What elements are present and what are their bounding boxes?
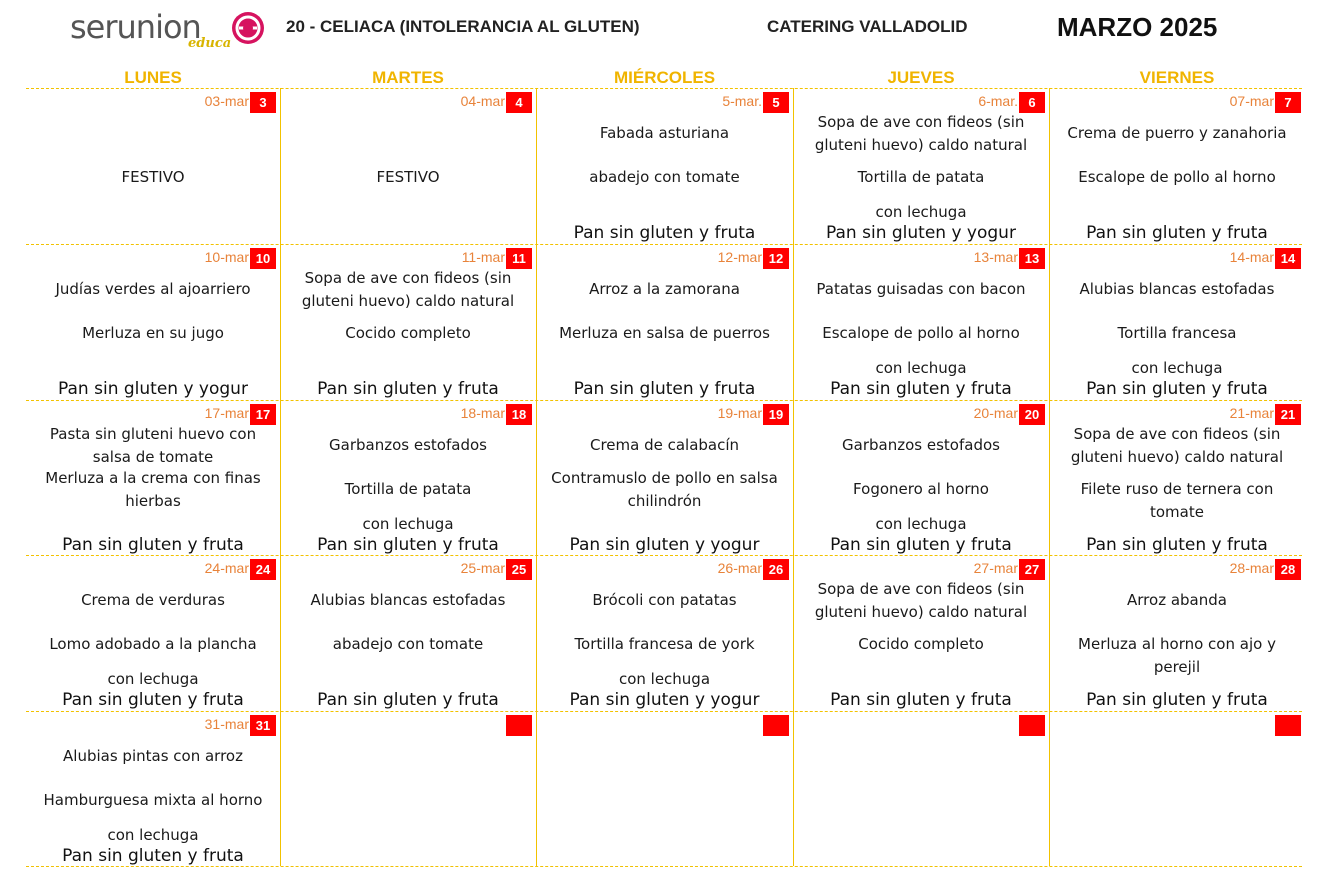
bread-and-dessert: Pan sin gluten y fruta: [830, 690, 1012, 710]
bread-and-dessert: Pan sin gluten y fruta: [62, 846, 244, 866]
day-cell: [793, 555, 1049, 711]
day-header-thursday: JUEVES: [887, 68, 955, 87]
bread-and-dessert: Pan sin gluten y yogur: [58, 379, 248, 399]
day-date: 10-mar: [204, 249, 249, 265]
day-cell: [1049, 400, 1305, 555]
bread-and-dessert: Pan sin gluten y fruta: [830, 535, 1012, 555]
day-date: 31-mar: [204, 716, 249, 732]
day-number-badge: [506, 715, 532, 736]
first-course: Judías verdes al ajoarriero: [55, 280, 251, 298]
day-cell: [280, 400, 536, 555]
side-dish: con lechuga: [875, 203, 967, 221]
second-course: Escalope de pollo al horno: [1078, 168, 1276, 186]
day-number-badge: 27: [1019, 559, 1045, 580]
day-cell: [280, 88, 536, 244]
day-date: 21-mar: [1229, 405, 1274, 421]
day-date: 27-mar: [973, 560, 1018, 576]
bread-and-dessert: Pan sin gluten y fruta: [573, 223, 756, 243]
day-number-badge: 24: [250, 559, 276, 580]
day-cell: [536, 88, 793, 244]
day-number-badge: 7: [1275, 92, 1301, 113]
day-date: 24-mar: [204, 560, 249, 576]
day-number-badge: 11: [506, 248, 532, 269]
day-number-badge: 5: [763, 92, 789, 113]
second-course: FESTIVO: [376, 168, 440, 186]
day-date: 03-mar: [204, 93, 249, 109]
day-cell: [1049, 244, 1305, 400]
second-course: FESTIVO: [121, 168, 185, 186]
first-course: Garbanzos estofados: [842, 436, 1000, 454]
day-number-badge: 17: [250, 404, 276, 425]
day-cell: [536, 555, 793, 711]
second-course: Fogonero al horno: [853, 480, 989, 498]
second-course: Tortilla de patata: [344, 480, 472, 498]
day-date: 6-mar.: [978, 93, 1018, 109]
day-cell: [26, 244, 280, 400]
bread-and-dessert: Pan sin gluten y yogur: [826, 223, 1016, 243]
day-number-badge: 6: [1019, 92, 1045, 113]
day-date: 5-mar.: [722, 93, 762, 109]
day-number-badge: [1275, 715, 1301, 736]
day-number-badge: [763, 715, 789, 736]
side-dish: con lechuga: [107, 826, 199, 844]
day-date: 12-mar: [717, 249, 762, 265]
day-number-badge: [1019, 715, 1045, 736]
day-number-badge: 13: [1019, 248, 1045, 269]
day-cell: [793, 244, 1049, 400]
second-course: Tortilla francesa de york: [574, 635, 755, 653]
logo-wordmark: serunion: [70, 8, 201, 46]
day-header-tuesday: MARTES: [372, 68, 444, 87]
second-course: Cocido completo: [345, 324, 471, 342]
second-course: Contramuslo de pollo en salsa chilindrón: [551, 469, 778, 510]
bread-and-dessert: Pan sin gluten y fruta: [1086, 690, 1268, 710]
second-course: Merluza en su jugo: [82, 324, 224, 342]
first-course: Brócoli con patatas: [592, 591, 737, 609]
first-course: Arroz abanda: [1127, 591, 1227, 609]
second-course: Merluza en salsa de puerros: [559, 324, 770, 342]
side-dish: con lechuga: [362, 515, 454, 533]
day-date: 20-mar: [973, 405, 1018, 421]
second-course: abadejo con tomate: [589, 168, 740, 186]
first-course: Sopa de ave con fideos (sin gluteni huevo) caldo natural: [1070, 425, 1284, 466]
bread-and-dessert: Pan sin gluten y fruta: [317, 379, 499, 399]
first-course: Alubias pintas con arroz: [63, 747, 243, 765]
first-course: Fabada asturiana: [599, 124, 730, 142]
day-number-badge: 10: [250, 248, 276, 269]
second-course: Tortilla francesa: [1117, 324, 1237, 342]
bread-and-dessert: Pan sin gluten y fruta: [317, 690, 499, 710]
second-course: Cocido completo: [858, 635, 984, 653]
day-cell: [536, 400, 793, 555]
day-number-badge: 14: [1275, 248, 1301, 269]
first-course: Garbanzos estofados: [329, 436, 487, 454]
first-course: Crema de calabacín: [589, 436, 740, 454]
day-cell: [1049, 555, 1305, 711]
day-cell: [280, 711, 536, 866]
first-course: Patatas guisadas con bacon: [816, 280, 1026, 298]
first-course: Crema de verduras: [81, 591, 225, 609]
first-course: Crema de puerro y zanahoria: [1067, 124, 1287, 142]
logo-e-icon: [230, 10, 266, 46]
second-course: Tortilla de patata: [857, 168, 985, 186]
day-number-badge: 12: [763, 248, 789, 269]
day-number-badge: 3: [250, 92, 276, 113]
day-cell: [536, 244, 793, 400]
second-course: Filete ruso de ternera con tomate: [1080, 480, 1274, 521]
bread-and-dessert: Pan sin gluten y fruta: [573, 379, 756, 399]
day-cell: [280, 555, 536, 711]
page-header: [0, 0, 1339, 60]
side-dish: con lechuga: [875, 359, 967, 377]
day-date: 18-mar: [460, 405, 505, 421]
first-course: Arroz a la zamorana: [589, 280, 740, 298]
bread-and-dessert: Pan sin gluten y fruta: [317, 535, 499, 555]
catering-name: CATERING VALLADOLID: [767, 17, 968, 36]
day-date: 07-mar: [1229, 93, 1274, 109]
day-date: 17-mar: [204, 405, 249, 421]
day-date: 14-mar: [1229, 249, 1274, 265]
first-course: Sopa de ave con fideos (sin gluteni huevo) caldo natural: [301, 269, 515, 310]
day-cell: [26, 88, 280, 244]
bread-and-dessert: Pan sin gluten y fruta: [1086, 379, 1268, 399]
bread-and-dessert: Pan sin gluten y fruta: [1086, 223, 1268, 243]
day-number-badge: 18: [506, 404, 532, 425]
month-title: MARZO 2025: [1057, 12, 1218, 42]
day-header-friday: VIERNES: [1139, 68, 1215, 87]
serunion-logo: [70, 8, 280, 52]
day-number-badge: 21: [1275, 404, 1301, 425]
second-course: Escalope de pollo al horno: [822, 324, 1020, 342]
day-date: 13-mar: [973, 249, 1018, 265]
day-date: 11-mar: [461, 249, 505, 265]
day-number-badge: 20: [1019, 404, 1045, 425]
day-date: 19-mar: [717, 405, 762, 421]
logo-subtitle: educa: [188, 36, 232, 51]
bread-and-dessert: Pan sin gluten y fruta: [830, 379, 1012, 399]
bread-and-dessert: Pan sin gluten y yogur: [569, 535, 760, 555]
day-cell: [1049, 88, 1305, 244]
day-number-badge: 19: [763, 404, 789, 425]
bread-and-dessert: Pan sin gluten y fruta: [62, 690, 244, 710]
first-course: Sopa de ave con fideos (sin gluteni huevo) caldo natural: [814, 580, 1028, 621]
second-course: abadejo con tomate: [332, 635, 484, 653]
day-date: 28-mar: [1229, 560, 1274, 576]
side-dish: con lechuga: [1131, 359, 1223, 377]
bread-and-dessert: Pan sin gluten y yogur: [569, 690, 760, 710]
day-date: 04-mar: [460, 93, 505, 109]
first-course: Sopa de ave con fideos (sin gluteni huevo) caldo natural: [814, 113, 1028, 154]
second-course: Merluza al horno con ajo y perejil: [1078, 635, 1276, 676]
menu-title: 20 - CELIACA (INTOLERANCIA AL GLUTEN): [286, 17, 640, 36]
first-course: Alubias blancas estofadas: [310, 591, 506, 609]
bread-and-dessert: Pan sin gluten y fruta: [1086, 535, 1268, 555]
day-cell: [1049, 711, 1305, 866]
day-number-badge: 26: [763, 559, 789, 580]
day-header-wednesday: MIÉRCOLES: [613, 68, 716, 87]
day-header-monday: LUNES: [124, 68, 182, 87]
day-cell: [280, 244, 536, 400]
day-cell: [793, 400, 1049, 555]
day-number-badge: 31: [250, 715, 276, 736]
day-cell: [793, 88, 1049, 244]
day-cell: [26, 400, 280, 555]
day-number-badge: 4: [506, 92, 532, 113]
day-number-badge: 25: [506, 559, 532, 580]
day-number-badge: 28: [1275, 559, 1301, 580]
side-dish: con lechuga: [618, 670, 711, 688]
first-course: Alubias blancas estofadas: [1079, 280, 1275, 298]
day-date: 25-mar: [460, 560, 505, 576]
second-course: Hamburguesa mixta al horno: [43, 791, 263, 809]
bread-and-dessert: Pan sin gluten y fruta: [62, 535, 244, 555]
side-dish: con lechuga: [875, 515, 967, 533]
day-date: 26-mar: [717, 560, 762, 576]
day-cell: [26, 711, 280, 866]
second-course: Merluza a la crema con finas hierbas: [45, 469, 261, 510]
day-cell: [793, 711, 1049, 866]
second-course: Lomo adobado a la plancha: [49, 635, 257, 653]
day-cell: [26, 555, 280, 711]
side-dish: con lechuga: [107, 670, 199, 688]
grid-row-divider: [26, 866, 1302, 867]
first-course: Pasta sin gluteni huevo con salsa de tomate: [49, 425, 257, 466]
day-cell: [536, 711, 793, 866]
